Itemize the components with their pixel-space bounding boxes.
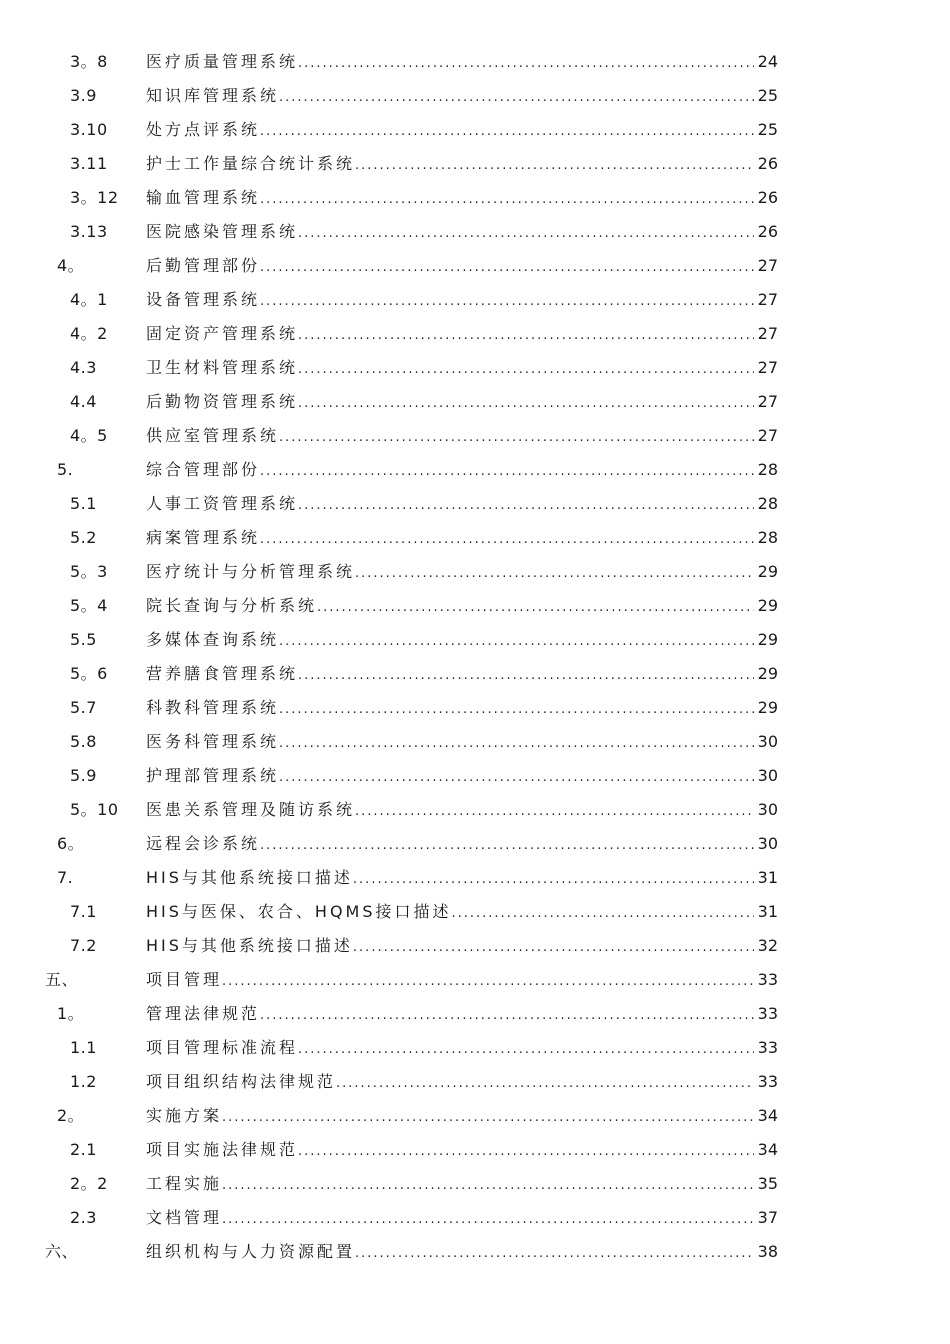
toc-entry-number: 5。4 — [70, 596, 108, 615]
toc-entry-page-number: 32 — [757, 936, 778, 955]
toc-entry-page-number: 35 — [757, 1174, 778, 1193]
toc-entry[interactable] — [0, 79, 950, 113]
toc-entry-title: 医疗质量管理系统 — [146, 52, 299, 71]
toc-entry-page-number: 33 — [757, 1004, 778, 1023]
toc-entry[interactable] — [0, 827, 950, 861]
toc-entry-title: 项目实施法律规范 — [146, 1140, 299, 1159]
toc-entry-number: 4。2 — [70, 324, 108, 343]
toc-entry-body — [146, 895, 778, 931]
toc-entry[interactable] — [0, 1099, 950, 1133]
toc-entry[interactable] — [0, 691, 950, 725]
toc-dot-leader — [222, 965, 754, 999]
toc-entry-number: 2.3 — [70, 1208, 97, 1227]
toc-entry-body — [146, 827, 778, 863]
toc-entry-page-number: 27 — [757, 426, 778, 445]
toc-entry-page-number: 34 — [757, 1106, 778, 1125]
toc-entry-number: 3.13 — [70, 222, 108, 241]
toc-dot-leader — [260, 829, 754, 863]
toc-entry-page-number: 33 — [757, 1072, 778, 1091]
toc-entry[interactable] — [0, 317, 950, 351]
toc-entry-page-number: 28 — [757, 528, 778, 547]
toc-entry-title: 病案管理系统 — [146, 528, 261, 547]
toc-entry-page-number: 27 — [757, 324, 778, 343]
toc-entry-number: 5.9 — [70, 766, 97, 785]
toc-entry-title: 医患关系管理及随访系统 — [146, 800, 356, 819]
toc-entry-page-number: 28 — [757, 494, 778, 513]
toc-entry-number: 7.1 — [70, 902, 97, 921]
toc-entry-number: 5。3 — [70, 562, 108, 581]
toc-entry-title: 医务科管理系统 — [146, 732, 280, 751]
toc-entry-body — [146, 589, 778, 625]
toc-entry-number: 7.2 — [70, 936, 97, 955]
toc-entry-title: 固定资产管理系统 — [146, 324, 299, 343]
toc-entry-page-number: 25 — [757, 86, 778, 105]
toc-entry-number: 5。10 — [70, 800, 119, 819]
toc-dot-leader — [298, 1135, 754, 1169]
toc-entry-number: 3.10 — [70, 120, 108, 139]
toc-entry-body — [146, 1065, 778, 1101]
toc-entry-title: 医疗统计与分析管理系统 — [146, 562, 356, 581]
toc-entry-page-number: 31 — [757, 902, 778, 921]
toc-entry-body — [146, 657, 778, 693]
toc-entry-body — [146, 283, 778, 319]
toc-entry[interactable] — [0, 45, 950, 79]
toc-entry-page-number: 30 — [757, 766, 778, 785]
toc-dot-leader — [298, 387, 754, 421]
toc-dot-leader — [222, 1203, 754, 1237]
toc-entry-title: 供应室管理系统 — [146, 426, 280, 445]
toc-entry-number: 1.2 — [70, 1072, 97, 1091]
toc-entry-body — [146, 555, 778, 591]
toc-entry-number: 五、 — [45, 970, 79, 989]
toc-entry-title: 护理部管理系统 — [146, 766, 280, 785]
toc-dot-leader — [279, 625, 754, 659]
toc-dot-leader — [298, 659, 754, 693]
toc-entry-page-number: 24 — [757, 52, 778, 71]
toc-dot-leader — [279, 81, 754, 115]
toc-entry-page-number: 29 — [757, 596, 778, 615]
toc-dot-leader — [298, 489, 754, 523]
toc-entry-page-number: 29 — [757, 698, 778, 717]
toc-entry[interactable] — [0, 963, 950, 997]
toc-entry[interactable] — [0, 1201, 950, 1235]
toc-entry-number: 2。 — [57, 1106, 85, 1125]
toc-entry-number: 2。2 — [70, 1174, 108, 1193]
toc-entry-title: 工程实施 — [146, 1174, 223, 1193]
toc-entry-page-number: 33 — [757, 1038, 778, 1057]
toc-entry-body — [146, 487, 778, 523]
toc-entry-title: 处方点评系统 — [146, 120, 261, 139]
toc-entry[interactable] — [0, 385, 950, 419]
toc-entry-body — [146, 113, 778, 149]
toc-entry-body — [146, 45, 778, 81]
toc-entry-title: 卫生材料管理系统 — [146, 358, 299, 377]
toc-entry-number: 7. — [57, 868, 74, 887]
toc-dot-leader — [279, 693, 754, 727]
toc-entry-title: 多媒体查询系统 — [146, 630, 280, 649]
table-of-contents — [0, 45, 950, 1269]
toc-entry-page-number: 25 — [757, 120, 778, 139]
toc-entry-page-number: 27 — [757, 392, 778, 411]
toc-entry[interactable] — [0, 215, 950, 249]
toc-dot-leader — [260, 251, 754, 285]
toc-entry-body — [146, 623, 778, 659]
toc-entry[interactable] — [0, 181, 950, 215]
toc-entry[interactable] — [0, 1235, 950, 1269]
toc-entry[interactable] — [0, 929, 950, 963]
toc-entry-title: 设备管理系统 — [146, 290, 261, 309]
toc-entry-body — [146, 691, 778, 727]
toc-entry-page-number: 29 — [757, 630, 778, 649]
toc-dot-leader — [260, 285, 754, 319]
toc-entry-number: 六、 — [45, 1242, 79, 1261]
toc-entry-number: 4。 — [57, 256, 85, 275]
toc-entry-title: 管理法律规范 — [146, 1004, 261, 1023]
toc-entry-body — [146, 997, 778, 1033]
toc-entry-title: 后勤管理部份 — [146, 256, 261, 275]
toc-dot-leader — [298, 353, 754, 387]
toc-entry[interactable] — [0, 487, 950, 521]
toc-entry-title: 项目组织结构法律规范 — [146, 1072, 337, 1091]
toc-entry-body — [146, 453, 778, 489]
toc-dot-leader — [452, 897, 755, 931]
toc-entry-body — [146, 1201, 778, 1237]
toc-entry-page-number: 37 — [757, 1208, 778, 1227]
toc-entry-number: 4。1 — [70, 290, 108, 309]
toc-entry[interactable] — [0, 283, 950, 317]
toc-dot-leader — [298, 319, 754, 353]
toc-entry-number: 5.1 — [70, 494, 97, 513]
toc-entry-body — [146, 419, 778, 455]
toc-entry-title: 人事工资管理系统 — [146, 494, 299, 513]
toc-entry-body — [146, 385, 778, 421]
toc-dot-leader — [222, 1101, 754, 1135]
toc-dot-leader — [353, 931, 754, 965]
toc-entry[interactable] — [0, 351, 950, 385]
toc-entry-title: 护士工作量综合统计系统 — [146, 154, 356, 173]
toc-entry-body — [146, 249, 778, 285]
toc-entry-body — [146, 1099, 778, 1135]
toc-entry-body — [146, 79, 778, 115]
toc-dot-leader — [355, 557, 754, 591]
toc-entry-number: 6。 — [57, 834, 85, 853]
toc-entry-page-number: 34 — [757, 1140, 778, 1159]
toc-dot-leader — [298, 217, 754, 251]
toc-entry-title: 营养膳食管理系统 — [146, 664, 299, 683]
toc-entry-body — [146, 147, 778, 183]
toc-entry[interactable] — [0, 1167, 950, 1201]
toc-entry-title: 组织机构与人力资源配置 — [146, 1242, 356, 1261]
toc-dot-leader — [353, 863, 754, 897]
toc-dot-leader — [260, 183, 754, 217]
toc-entry[interactable] — [0, 725, 950, 759]
toc-entry-page-number: 29 — [757, 664, 778, 683]
toc-entry-number: 1.1 — [70, 1038, 97, 1057]
toc-entry-number: 5.8 — [70, 732, 97, 751]
toc-entry-body — [146, 759, 778, 795]
toc-entry-body — [146, 725, 778, 761]
toc-entry-number: 4.3 — [70, 358, 97, 377]
toc-dot-leader — [260, 523, 754, 557]
toc-entry-page-number: 28 — [757, 460, 778, 479]
toc-entry-number: 5。6 — [70, 664, 108, 683]
toc-entry[interactable] — [0, 453, 950, 487]
toc-entry-number: 5.5 — [70, 630, 97, 649]
toc-entry-title: 输血管理系统 — [146, 188, 261, 207]
toc-entry-title: 综合管理部份 — [146, 460, 261, 479]
toc-entry[interactable] — [0, 249, 950, 283]
toc-entry-title: 后勤物资管理系统 — [146, 392, 299, 411]
toc-entry-title: 实施方案 — [146, 1106, 223, 1125]
toc-entry-number: 4。5 — [70, 426, 108, 445]
toc-entry[interactable] — [0, 793, 950, 827]
toc-entry[interactable] — [0, 147, 950, 181]
toc-dot-leader — [355, 795, 754, 829]
toc-entry-body — [146, 351, 778, 387]
toc-entry-number: 5.7 — [70, 698, 97, 717]
toc-entry-page-number: 33 — [757, 970, 778, 989]
toc-entry-page-number: 30 — [757, 800, 778, 819]
toc-dot-leader — [298, 47, 754, 81]
toc-entry-title: 院长查询与分析系统 — [146, 596, 318, 615]
toc-entry[interactable] — [0, 589, 950, 623]
toc-entry-page-number: 27 — [757, 358, 778, 377]
toc-dot-leader — [279, 421, 754, 455]
toc-entry[interactable] — [0, 759, 950, 793]
toc-entry-body — [146, 317, 778, 353]
toc-dot-leader — [298, 1033, 754, 1067]
toc-dot-leader — [317, 591, 754, 625]
toc-entry-body — [146, 1235, 778, 1271]
toc-entry-title: 知识库管理系统 — [146, 86, 280, 105]
toc-entry-title: 科教科管理系统 — [146, 698, 280, 717]
toc-entry[interactable] — [0, 419, 950, 453]
toc-entry[interactable] — [0, 997, 950, 1031]
toc-entry-body — [146, 1133, 778, 1169]
toc-entry[interactable] — [0, 623, 950, 657]
toc-entry-page-number: 30 — [757, 834, 778, 853]
toc-dot-leader — [260, 999, 754, 1033]
toc-entry-title: 项目管理 — [146, 970, 223, 989]
toc-entry[interactable] — [0, 1031, 950, 1065]
toc-entry[interactable] — [0, 113, 950, 147]
toc-entry-title: HIS与其他系统接口描述 — [146, 868, 353, 887]
toc-entry-body — [146, 521, 778, 557]
toc-dot-leader — [279, 727, 754, 761]
toc-entry-body — [146, 929, 778, 965]
toc-entry-title: HIS与医保、农合、HQMS接口描述 — [146, 902, 452, 921]
toc-dot-leader — [355, 1237, 754, 1271]
toc-entry-page-number: 27 — [757, 256, 778, 275]
toc-entry[interactable] — [0, 895, 950, 929]
toc-entry[interactable] — [0, 555, 950, 589]
toc-entry-number: 3。12 — [70, 188, 119, 207]
toc-entry-number: 3.9 — [70, 86, 97, 105]
toc-entry-title: HIS与其他系统接口描述 — [146, 936, 353, 955]
toc-dot-leader — [260, 115, 754, 149]
toc-entry-number: 5.2 — [70, 528, 97, 547]
toc-entry-body — [146, 963, 778, 999]
toc-entry-number: 5. — [57, 460, 74, 479]
toc-entry-page-number: 29 — [757, 562, 778, 581]
toc-entry-page-number: 26 — [757, 154, 778, 173]
toc-entry-body — [146, 793, 778, 829]
toc-entry-number: 2.1 — [70, 1140, 97, 1159]
toc-entry-number: 4.4 — [70, 392, 97, 411]
toc-entry-page-number: 27 — [757, 290, 778, 309]
toc-entry-number: 3。8 — [70, 52, 108, 71]
toc-entry-number: 1。 — [57, 1004, 85, 1023]
toc-entry-page-number: 38 — [757, 1242, 778, 1261]
toc-entry-body — [146, 1167, 778, 1203]
toc-dot-leader — [279, 761, 754, 795]
toc-entry-title: 文档管理 — [146, 1208, 223, 1227]
toc-entry-page-number: 30 — [757, 732, 778, 751]
toc-entry-page-number: 26 — [757, 222, 778, 241]
toc-dot-leader — [336, 1067, 754, 1101]
toc-dot-leader — [355, 149, 754, 183]
toc-entry[interactable] — [0, 657, 950, 691]
toc-dot-leader — [260, 455, 754, 489]
toc-entry[interactable] — [0, 521, 950, 555]
toc-entry-page-number: 31 — [757, 868, 778, 887]
toc-dot-leader — [222, 1169, 754, 1203]
toc-entry[interactable] — [0, 861, 950, 895]
toc-entry-body — [146, 861, 778, 897]
toc-entry-body — [146, 1031, 778, 1067]
toc-entry-page-number: 26 — [757, 188, 778, 207]
toc-entry-title: 医院感染管理系统 — [146, 222, 299, 241]
toc-entry-title: 项目管理标准流程 — [146, 1038, 299, 1057]
toc-entry[interactable] — [0, 1065, 950, 1099]
toc-entry-title: 远程会诊系统 — [146, 834, 261, 853]
toc-entry-number: 3.11 — [70, 154, 108, 173]
toc-entry-body — [146, 215, 778, 251]
toc-entry[interactable] — [0, 1133, 950, 1167]
toc-entry-body — [146, 181, 778, 217]
